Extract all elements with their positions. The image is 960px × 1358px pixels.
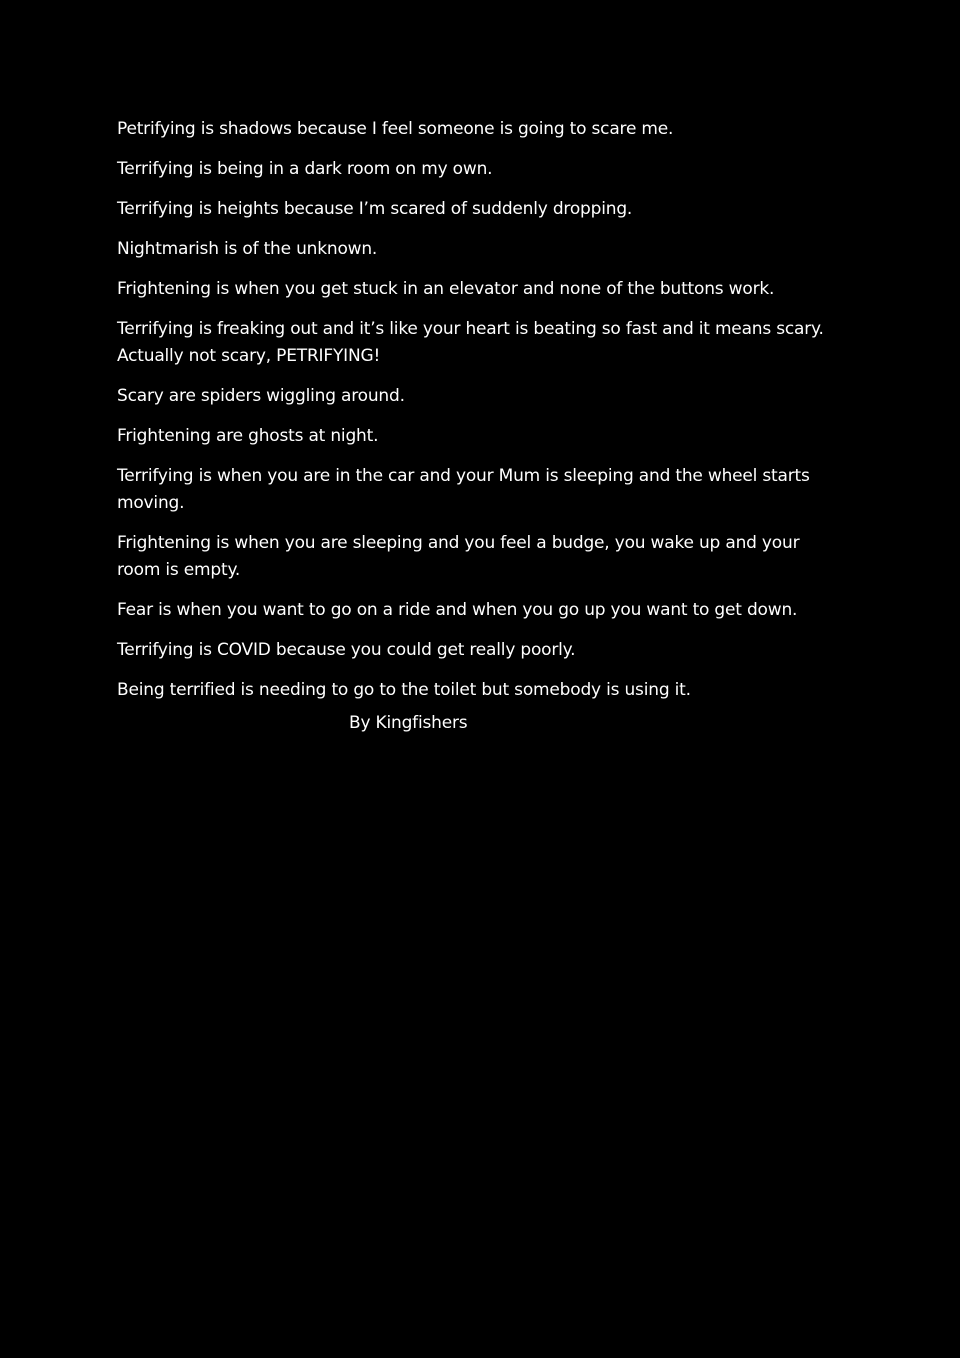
author-byline: By Kingfishers <box>349 713 468 733</box>
poem-line: Nightmarish is of the unknown. <box>117 239 378 259</box>
poem-line: Being terrified is needing to go to the toilet but somebody is using it. <box>117 680 691 700</box>
poem-line: Terrifying is being in a dark room on my own. <box>117 159 493 179</box>
poem-line: Fear is when you want to go on a ride and when you go up you want to get down. <box>117 600 798 620</box>
poem-line: Terrifying is COVID because you could get really poorly. <box>117 640 576 660</box>
poem-line: Scary are spiders wiggling around. <box>117 386 405 406</box>
poem-line: Frightening is when you get stuck in an elevator and none of the buttons work. <box>117 279 775 299</box>
poem-body <box>117 116 847 717</box>
poem-line: Petrifying is shadows because I feel someone is going to scare me. <box>117 119 674 139</box>
poem-line: Terrifying is heights because I’m scared of suddenly dropping. <box>117 199 633 219</box>
poem-line: Terrifying is when you are in the car and your Mum is sleeping and the wheel starts moving. <box>117 466 810 513</box>
poem-line: Frightening are ghosts at night. <box>117 426 379 446</box>
poem-line: Frightening is when you are sleeping and you feel a budge, you wake up and your room is empty. <box>117 533 800 580</box>
poem-line: Terrifying is freaking out and it’s like your heart is beating so fast and it means scary. Actually not scary, PETRIFYING! <box>117 319 824 366</box>
